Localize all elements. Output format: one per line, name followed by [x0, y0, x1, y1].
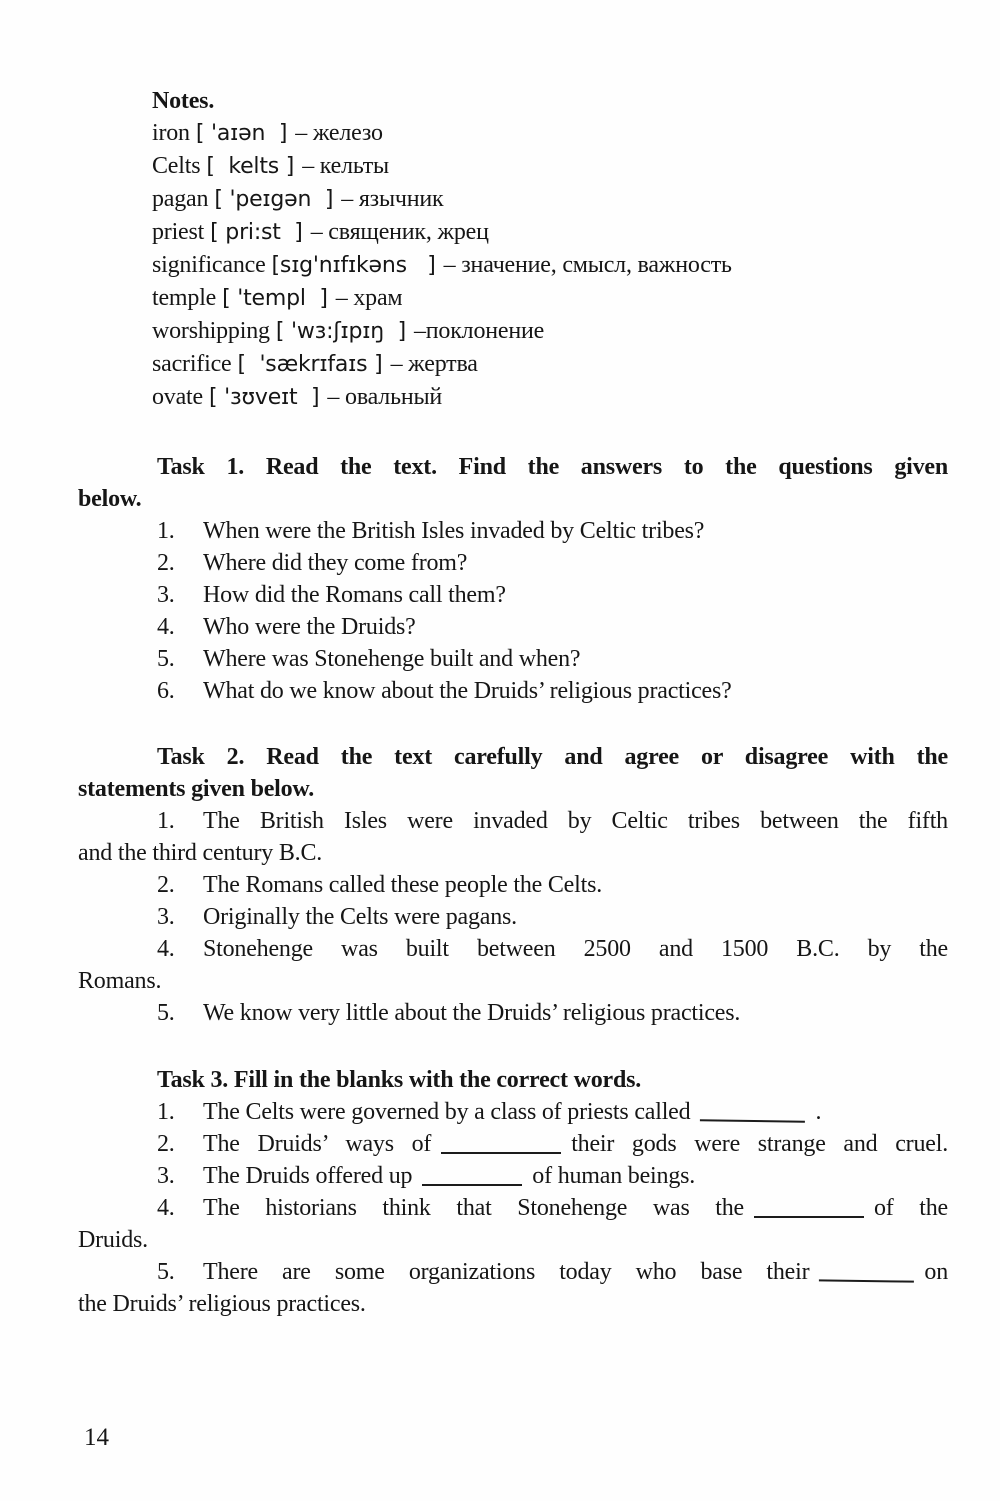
- item-text: Stonehenge was built between 2500 and 1500 B.C. by the: [203, 936, 948, 962]
- note-line: [152, 315, 948, 348]
- note-translation: –поклонение: [413, 318, 545, 344]
- blank-line: [700, 1105, 805, 1122]
- task1-section: [78, 451, 948, 707]
- task2-item-1-line1: [78, 805, 948, 837]
- note-line: [152, 348, 948, 381]
- item-number: 4.: [157, 614, 175, 640]
- page-number: 14: [84, 1424, 109, 1451]
- note-phonetic: [ 'aɪən ]: [195, 121, 288, 146]
- item-text: The British Isles were invaded by Celtic tribes between the fifth: [203, 808, 948, 834]
- task1-item-4: [78, 611, 948, 643]
- item-text: Where was Stonehenge built and when?: [203, 646, 581, 672]
- item-text: The historians think that Stonehenge was the: [203, 1195, 744, 1221]
- task3-item-4-line1: [78, 1192, 948, 1224]
- item-text: of the: [874, 1195, 948, 1221]
- item-text: Who were the Druids?: [203, 614, 416, 640]
- note-phonetic: [ 'templ ]: [222, 286, 328, 311]
- task2-item-4-line2: Romans.: [78, 968, 162, 994]
- task2-section: [78, 741, 948, 1029]
- page-content: [78, 85, 948, 1320]
- task1-item-5: [78, 643, 948, 675]
- task3-item-1: [78, 1096, 948, 1128]
- note-translation: – язычник: [341, 186, 444, 212]
- note-phonetic: [ 'peɪgən ]: [214, 187, 334, 212]
- note-line: [152, 381, 948, 414]
- item-text: Originally the Celts were pagans.: [203, 904, 517, 930]
- task1-title-line1: Task 1. Read the text. Find the answers to the questions given: [157, 454, 948, 480]
- note-translation: – значение, смысл, важность: [443, 252, 732, 278]
- blank-line: [754, 1202, 864, 1218]
- item-number: 3.: [157, 904, 175, 930]
- item-text: Where did they come from?: [203, 550, 468, 576]
- item-number: 2.: [157, 1131, 175, 1157]
- item-number: 2.: [157, 550, 175, 576]
- notes-section: [152, 85, 948, 414]
- note-word: temple: [152, 285, 217, 311]
- task2-item-1-line2: and the third century B.C.: [78, 840, 323, 866]
- item-number: 4.: [157, 1195, 175, 1221]
- note-word: Celts: [152, 153, 201, 179]
- note-translation: – овальный: [327, 384, 443, 410]
- note-phonetic: [ 'ɜʊveɪt ]: [208, 385, 320, 410]
- item-text: How did the Romans call them?: [203, 582, 506, 608]
- note-word: ovate: [152, 384, 203, 410]
- note-word: significance: [152, 252, 266, 278]
- item-number: 6.: [157, 678, 175, 704]
- task2-item-2: [78, 869, 948, 901]
- task2-item-5: [78, 997, 948, 1029]
- note-translation: – кельты: [302, 153, 389, 179]
- task3-item-2: [78, 1128, 948, 1160]
- task1-item-1: [78, 515, 948, 547]
- note-translation: – железо: [295, 120, 383, 146]
- note-line: [152, 282, 948, 315]
- item-number: 5.: [157, 1259, 175, 1285]
- notes-title: Notes.: [152, 88, 215, 114]
- note-phonetic: [ 'wɜ:ʃɪpɪŋ ]: [275, 319, 406, 344]
- task2-item-4-line1: [78, 933, 948, 965]
- item-text: on: [924, 1259, 948, 1285]
- item-number: 3.: [157, 582, 175, 608]
- note-translation: – жертва: [390, 351, 478, 377]
- item-text: The Romans called these people the Celts.: [203, 872, 603, 898]
- note-line: [152, 150, 948, 183]
- task3-item-4-line2: Druids.: [78, 1227, 148, 1253]
- task3-item-3: [78, 1160, 948, 1192]
- task1-item-2: [78, 547, 948, 579]
- item-text: The Druids’ ways of: [203, 1131, 432, 1157]
- task3-item-5-line1: [78, 1256, 948, 1288]
- task3-section: [78, 1064, 948, 1320]
- item-number: 3.: [157, 1163, 175, 1189]
- item-number: 1.: [157, 808, 175, 834]
- task3-title: Task 3. Fill in the blanks with the correct words.: [157, 1067, 642, 1093]
- note-word: priest: [152, 219, 205, 245]
- blank-line: [819, 1265, 914, 1282]
- task2-item-3: [78, 901, 948, 933]
- item-number: 4.: [157, 936, 175, 962]
- item-number: 2.: [157, 872, 175, 898]
- note-line: [152, 117, 948, 150]
- item-number: 5.: [157, 1000, 175, 1026]
- item-text: The Druids offered up: [203, 1163, 413, 1189]
- note-phonetic: [ pri:st ]: [210, 220, 303, 245]
- item-text: .: [815, 1099, 822, 1125]
- note-word: pagan: [152, 186, 209, 212]
- task2-title-line2: statements given below.: [78, 776, 315, 802]
- note-line: [152, 249, 948, 282]
- note-translation: – храм: [335, 285, 403, 311]
- item-text: of human beings.: [532, 1163, 696, 1189]
- task3-item-5-line2: the Druids’ religious practices.: [78, 1291, 366, 1317]
- item-text: When were the British Isles invaded by Celtic tribes?: [203, 518, 705, 544]
- note-translation: – священик, жрец: [310, 219, 489, 245]
- item-number: 1.: [157, 1099, 175, 1125]
- item-text: What do we know about the Druids’ religious practices?: [203, 678, 732, 704]
- note-line: [152, 183, 948, 216]
- task1-title-line2: below.: [78, 486, 142, 512]
- item-text: The Celts were governed by a class of priests called: [203, 1099, 691, 1125]
- note-word: iron: [152, 120, 190, 146]
- item-text: their gods were strange and cruel.: [571, 1131, 948, 1157]
- item-number: 1.: [157, 518, 175, 544]
- note-phonetic: [ 'sækrɪfaɪs ]: [237, 352, 383, 377]
- item-text: There are some organizations today who base their: [203, 1259, 810, 1285]
- blank-line: [422, 1170, 522, 1186]
- note-phonetic: [ kelts ]: [206, 154, 295, 179]
- task2-title-line1: Task 2. Read the text carefully and agree or disagree with the: [157, 744, 948, 770]
- note-line: [152, 216, 948, 249]
- note-phonetic: [sɪg'nɪfɪkəns ]: [271, 253, 436, 278]
- blank-line: [441, 1138, 561, 1154]
- task1-item-6: [78, 675, 948, 707]
- note-word: worshipping: [152, 318, 270, 344]
- note-word: sacrifice: [152, 351, 232, 377]
- item-number: 5.: [157, 646, 175, 672]
- item-text: We know very little about the Druids’ religious practices.: [203, 1000, 741, 1026]
- task1-item-3: [78, 579, 948, 611]
